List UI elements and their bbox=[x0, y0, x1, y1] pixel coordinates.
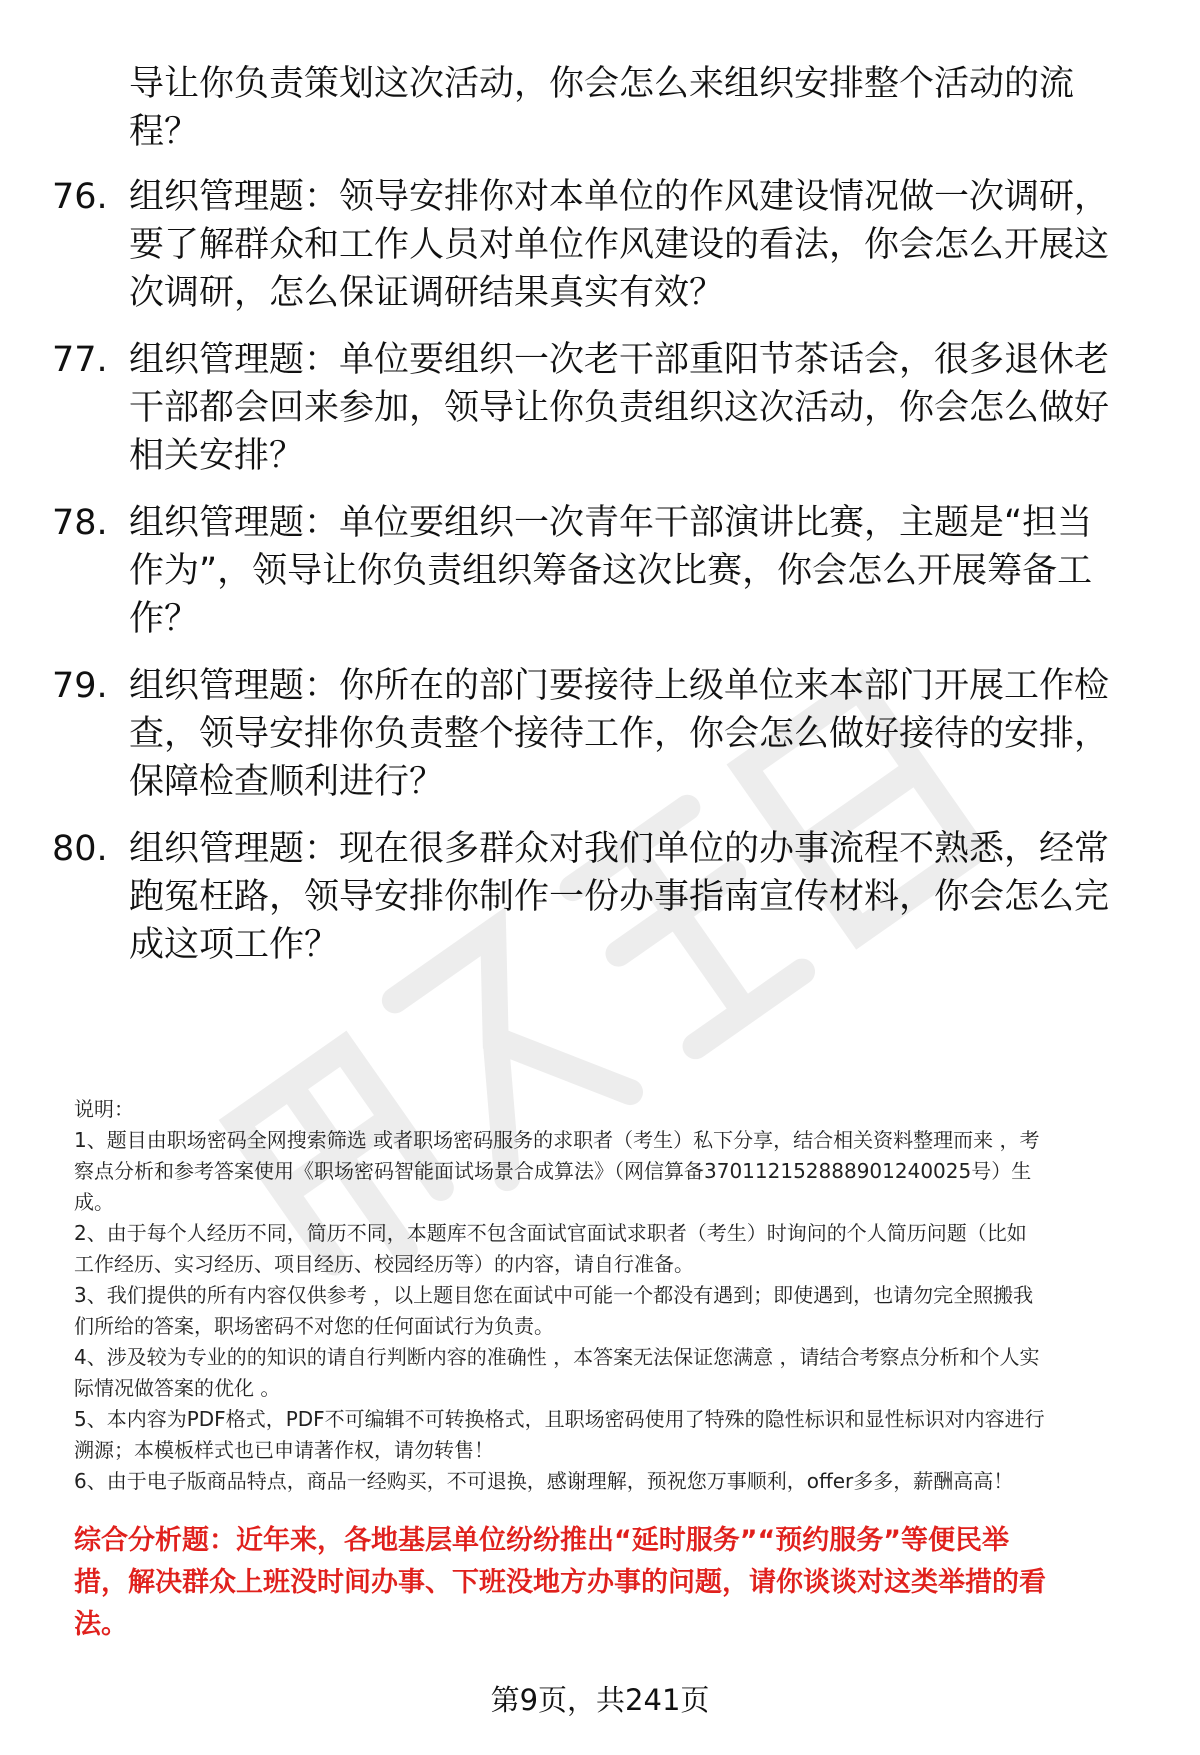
question-line: 相关安排？ bbox=[129, 436, 305, 476]
question-text bbox=[129, 336, 1139, 480]
question-line: 次调研，怎么保证调研结果真实有效？ bbox=[129, 273, 725, 313]
notes-section bbox=[74, 1094, 1154, 1497]
notes-line: 6、由于电子版商品特点，商品一经购买，不可退换，感谢理解，预祝您万事顺利，offer多多，薪酬高高！ bbox=[74, 1469, 1014, 1493]
question-line: 作？ bbox=[129, 599, 200, 639]
question-number: 78. bbox=[52, 503, 108, 543]
highlight-line: 措，解决群众上班没时间办事、下班没地方办事的问题，请你谈谈对这类举措的看 bbox=[74, 1567, 1046, 1598]
question-line: 组织管理题：现在很多群众对我们单位的办事流程不熟悉，经常 bbox=[129, 829, 1110, 869]
question-line: 成这项工作？ bbox=[129, 925, 340, 965]
question-line: 组织管理题：领导安排你对本单位的作风建设情况做一次调研， bbox=[129, 177, 1110, 217]
notes-line: 5、本内容为PDF格式，PDF不可编辑不可转换格式，且职场密码使用了特殊的隐性标识和显性标识对内容进行 bbox=[74, 1407, 1045, 1431]
question-line: 组织管理题：单位要组织一次青年干部演讲比赛，主题是“担当 bbox=[129, 503, 1093, 543]
question-line: 组织管理题：你所在的部门要接待上级单位来本部门开展工作检 bbox=[129, 666, 1110, 706]
question-line: 组织管理题：单位要组织一次老干部重阳节茶话会，很多退休老 bbox=[129, 340, 1110, 380]
notes-line: 际情况做答案的优化 。 bbox=[74, 1376, 281, 1400]
notes-line: 工作经历、实习经历、项目经历、校园经历等）的内容，请自行准备。 bbox=[74, 1252, 694, 1276]
continued-question bbox=[129, 60, 1139, 156]
question-text bbox=[129, 499, 1139, 643]
question-line: 保障检查顺利进行？ bbox=[129, 762, 445, 802]
notes-line: 1、题目由职场密码全网搜索筛选 或者职场密码服务的求职者（考生）私下分享，结合相关资料整理而来 ，考 bbox=[74, 1128, 1040, 1152]
question-number: 79. bbox=[52, 666, 108, 706]
question-text bbox=[129, 825, 1139, 969]
page-footer: 第9页，共241页 bbox=[490, 1683, 710, 1717]
question-text bbox=[129, 662, 1139, 806]
question-number: 80. bbox=[52, 829, 108, 869]
continued-question-line: 导让你负责策划这次活动，你会怎么来组织安排整个活动的流 bbox=[129, 64, 1075, 104]
notes-line: 溯源；本模板样式也已申请著作权，请勿转售！ bbox=[74, 1438, 494, 1462]
question-line: 要了解群众和工作人员对单位作风建设的看法，你会怎么开展这 bbox=[129, 225, 1110, 265]
notes-line: 们所给的答案，职场密码不对您的任何面试行为负责。 bbox=[74, 1314, 554, 1338]
notes-line: 3、我们提供的所有内容仅供参考 ，以上题目您在面试中可能一个都没有遇到；即使遇到，也请勿完全照搬我 bbox=[74, 1283, 1034, 1307]
question-line: 跑冤枉路，领导安排你制作一份办事指南宣传材料，你会怎么完 bbox=[129, 877, 1110, 917]
question-number: 76. bbox=[52, 177, 108, 217]
question-text bbox=[129, 173, 1139, 317]
question-line: 查，领导安排你负责整个接待工作，你会怎么做好接待的安排， bbox=[129, 714, 1110, 754]
notes-line: 4、涉及较为专业的的知识的请自行判断内容的准确性 ，本答案无法保证您满意 ，请结合考察点分析和个人实 bbox=[74, 1345, 1040, 1369]
highlight-question bbox=[74, 1520, 1154, 1646]
notes-line: 成。 bbox=[74, 1190, 114, 1214]
notes-line: 2、由于每个人经历不同，简历不同，本题库不包含面试官面试求职者（考生）时询问的个人简历问题（比如 bbox=[74, 1221, 1027, 1245]
highlight-line: 法。 bbox=[74, 1609, 128, 1640]
notes-line: 察点分析和参考答案使用《职场密码智能面试场景合成算法》（网信算备370112152888901240025号）生 bbox=[74, 1159, 1032, 1183]
question-number: 77. bbox=[52, 340, 108, 380]
question-line: 作为”，领导让你负责组织筹备这次比赛，你会怎么开展筹备工 bbox=[129, 551, 1093, 591]
continued-question-line: 程？ bbox=[129, 112, 200, 152]
highlight-line: 综合分析题：近年来，各地基层单位纷纷推出“延时服务”“预约服务”等便民举 bbox=[74, 1525, 1009, 1556]
notes-heading: 说明： bbox=[74, 1097, 134, 1121]
question-line: 干部都会回来参加，领导让你负责组织这次活动，你会怎么做好 bbox=[129, 388, 1110, 428]
